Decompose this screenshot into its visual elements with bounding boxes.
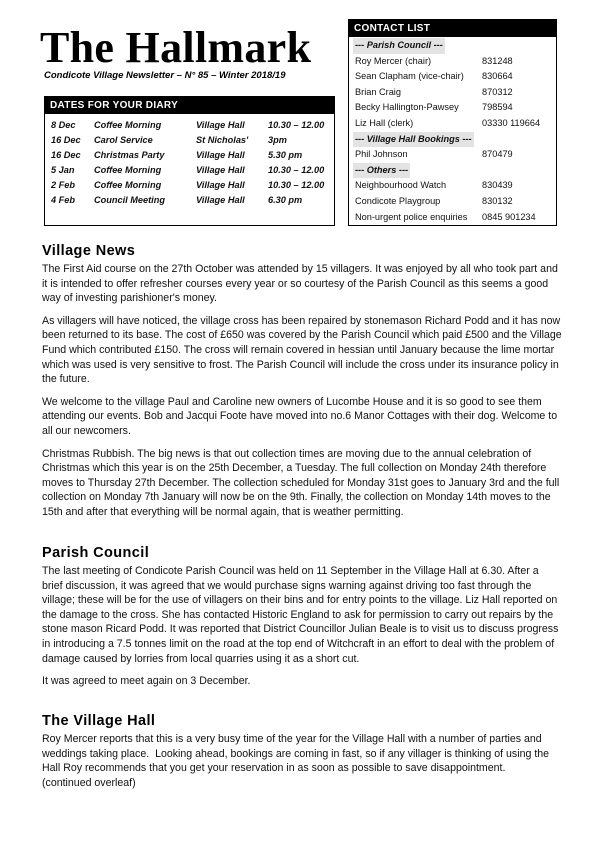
contact-name: Becky Hallington-Pawsey [355,102,459,113]
diary-time: 10.30 – 12.00 [268,180,325,190]
article-paragraph: Christmas Rubbish. The big news is that out collection times are moving due to the annual celebration of Christmas which this year is on the 25th December, a Tuesday. The full collection on Monday 24th therefore moves to Thursday 27th December. The collection scheduled for Monday 31st goes to January 3rd and the full collection on Monday 7th January will now be on the 9th. Finally, the collection on Monday 14th moves to the 15th and after that everything will be normal again, that is weather permitting. [42,447,560,518]
village-news-section [42,243,562,528]
contact-list [349,37,556,225]
diary-date: 5 Jan [51,165,75,175]
diary-venue: Village Hall [196,195,245,205]
diary-event: Christmas Party [94,150,165,160]
diary-event: Carol Service [94,135,153,145]
contact-section-title: --- Parish Council --- [353,38,445,54]
diary-time: 10.30 – 12.00 [268,120,325,130]
contact-section-title: --- Others --- [353,163,410,179]
diary-row [51,163,334,178]
contact-phone: 830132 [482,195,513,206]
contact-phone: 0845 901234 [482,211,536,222]
diary-row [51,193,334,208]
diary-heading: DATES FOR YOUR DIARY [45,97,334,114]
contact-phone: 03330 119664 [482,117,541,128]
contact-row [355,100,556,116]
contact-name: Roy Mercer (chair) [355,55,432,66]
diary-date: 16 Dec [51,135,81,145]
contact-phone: 830664 [482,71,513,82]
diary-event: Council Meeting [94,195,165,205]
diary-date: 2 Feb [51,180,75,190]
article-paragraph: Roy Mercer reports that this is a very busy time of the year for the Village Hall with a number of parties and weddings taking place. Looking ahead, bookings are coming in fast, so if any villager is thinking of using the Hall Roy recommends that you get your reservation in as soon as possible to save disappointment. (continued overleaf) [42,733,552,789]
contact-row [355,85,556,101]
contact-row [355,178,556,194]
contact-row [355,116,556,132]
contact-phone: 830439 [482,180,513,191]
diary-venue: Village Hall [196,120,245,130]
contact-row [355,69,556,85]
newsletter-subtitle: Condicote Village Newsletter – N° 85 – Winter 2018/19 [44,70,286,81]
diary-event: Coffee Morning [94,165,162,175]
newsletter-title: The Hallmark [40,23,312,72]
parish-council-section [42,545,562,697]
contact-row [355,194,556,210]
parish-council-heading: Parish Council [42,545,150,561]
contact-row [355,54,556,70]
article-paragraph: The First Aid course on the 27th October was attended by 15 villagers. It was enjoyed by all who took part and it is intended to offer refresher courses every year or so courtesy of the Parish Council as this seems a good way of investing parishioner's money. [42,263,558,305]
article-paragraph: It was agreed to meet again on 3 December. [42,675,251,688]
diary-venue: St Nicholas' [196,135,249,145]
contact-row [355,147,556,163]
contact-phone: 798594 [482,102,513,113]
contact-name: Liz Hall (clerk) [355,117,414,128]
diary-row [51,133,334,148]
contact-name: Non-urgent police enquiries [355,211,468,222]
diary-venue: Village Hall [196,180,245,190]
contact-name: Condicote Playgroup [355,195,441,206]
contact-list-box [348,19,557,226]
contact-name: Phil Johnson [355,149,408,160]
diary-date: 8 Dec [51,120,76,130]
contact-name: Neighbourhood Watch [355,180,447,191]
diary-venue: Village Hall [196,165,245,175]
contact-heading: CONTACT LIST [349,20,556,37]
diary-date: 4 Feb [51,195,75,205]
contact-phone: 831248 [482,55,513,66]
diary-time: 10.30 – 12.00 [268,165,325,175]
village-hall-heading: The Village Hall [42,713,156,729]
diary-row [51,148,334,163]
diary-row [51,178,334,193]
contact-phone: 870479 [482,149,513,160]
diary-date: 16 Dec [51,150,81,160]
diary-box [44,96,335,226]
contact-name: Sean Clapham (vice-chair) [355,71,464,82]
village-hall-section [42,713,562,798]
diary-venue: Village Hall [196,150,245,160]
article-paragraph: As villagers will have noticed, the village cross has been repaired by stonemason Richard Podd and it has now been returned to its base. The cost of £650 was covered by the Parish Council which paid £500 and the Village Fund which contributed £150. The cross will remain covered in hessian until January because the lime mortar which was used is very sensitive to frost. The Parish Council will include the cross under its insurance policy in the future. [42,314,562,386]
article-paragraph: We welcome to the village Paul and Caroline new owners of Lucombe House and it is so good to see them attending our events. Bob and Jacqui Foote have moved into no.6 Manor Cottages with their dog. Welcome to all our newcomers. [42,395,558,437]
diary-time: 3pm [268,135,287,145]
diary-list [45,114,334,208]
diary-event: Coffee Morning [94,120,162,130]
contact-name: Brian Craig [355,86,401,97]
contact-section-title: --- Village Hall Bookings --- [353,132,474,148]
article-paragraph: The last meeting of Condicote Parish Council was held on 11 September in the Village Hall at 6.30. After a brief discussion, it was agreed that we would purchase signs warning against driving too fast through the village; these will be for the use of villagers on their bins and for entry points to the village. Liz Hall reported on the damage to the cross. She has contacted Historic England to ask for permission to carry out repairs by the stone mason Ricard Podd. It was reported that District Councillor Julian Beale is to visit us to discuss progress in introducing a 7.5 tonnes limit on the road at the top end of Witchcraft in an effort to deal with the problem of damage caused by lorries from local quarries using it as a short cut. [42,565,559,665]
village-news-heading: Village News [42,243,136,259]
diary-time: 6.30 pm [268,195,303,205]
contact-phone: 870312 [482,86,513,97]
contact-row [355,210,556,226]
diary-time: 5.30 pm [268,150,303,160]
diary-event: Coffee Morning [94,180,162,190]
diary-row [51,118,334,133]
